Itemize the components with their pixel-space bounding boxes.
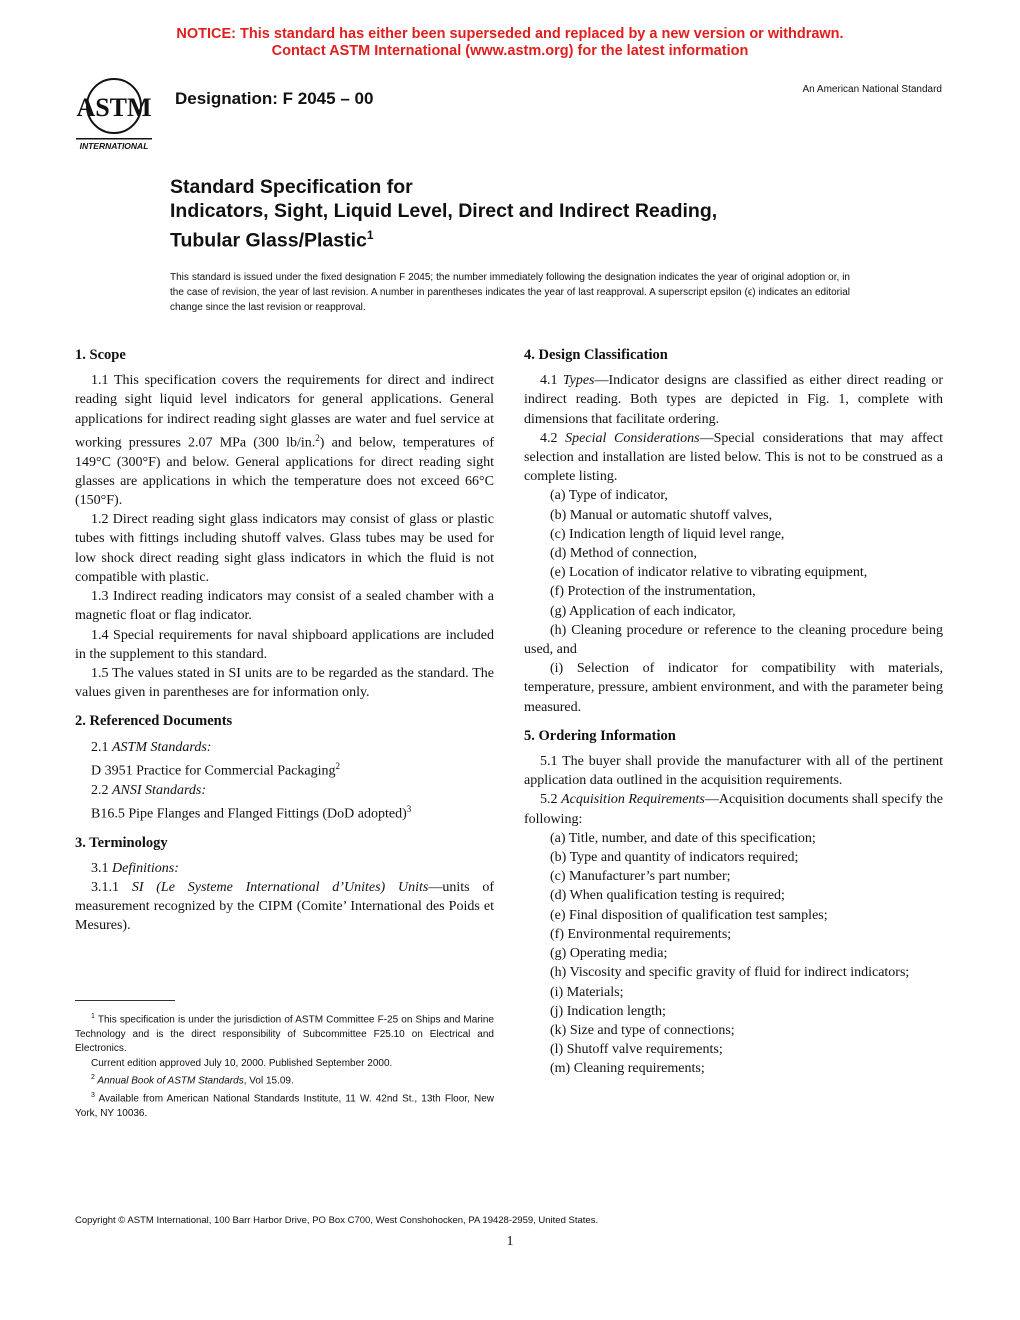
paragraph-1-5: 1.5 The values stated in SI units are to be regarded as the standard. The values given in parentheses are for information only.: [75, 665, 494, 701]
american-national-standard: An American National Standard: [802, 84, 942, 95]
title-footnote-mark: 1: [366, 228, 374, 242]
withdrawal-notice: [0, 26, 1020, 60]
list-item: (e) Location of indicator relative to vibrating equipment,: [550, 565, 868, 581]
page-number: 1: [506, 1234, 514, 1249]
list-item: (k) Size and type of connections;: [550, 1022, 735, 1038]
title-line-1: Standard Specification for: [170, 176, 413, 198]
paragraph-2-2: 2.2 ANSI Standards:: [91, 782, 206, 798]
list-item-h: (h) Cleaning procedure or reference to the cleaning procedure being used, and: [524, 622, 943, 658]
notice-line-1: NOTICE: This standard has either been superseded and replaced by a new version or withdrawn.: [176, 26, 844, 42]
section-2-heading: 2. Referenced Documents: [75, 713, 233, 730]
section-1-heading: 1. Scope: [75, 347, 126, 363]
logo-subtext: INTERNATIONAL: [79, 141, 149, 151]
paragraph-1-3: 1.3 Indirect reading indicators may consist of a sealed chamber with a magnetic float or flag indicator.: [75, 589, 494, 624]
left-column: [75, 346, 494, 936]
title-line-3-text: Tubular Glass/Plastic: [170, 229, 367, 252]
paragraph-5-2: 5.2 Acquisition Requirements—Acquisition documents shall specify the following:: [524, 792, 944, 827]
section-3-heading: 3. Terminology: [75, 834, 168, 851]
paragraph-2-1: 2.1 ASTM Standards:: [91, 739, 212, 755]
list-item: (a) Type of indicator,: [550, 488, 668, 504]
list-item: (a) Title, number, and date of this specification;: [550, 830, 816, 846]
document-title: [170, 175, 950, 253]
list-item: (g) Operating media;: [550, 946, 668, 962]
reference-b16-5: B16.5 Pipe Flanges and Flanged Fittings (DoD adopted)$^3$: [91, 803, 412, 822]
footnote-divider: [75, 1000, 175, 1001]
list-item: (c) Indication length of liquid level range,: [550, 526, 785, 542]
footnote-1: $^1$ This specification is under the jurisdiction of ASTM Committee F-25 on Ships and Marine Technology and is the direct responsibility of Subcommittee F25.10 on Electrical and Electronics.: [75, 1013, 494, 1055]
list-item: (g) Application of each indicator,: [550, 603, 736, 619]
title-line-2: Indicators, Sight, Liquid Level, Direct and Indirect Reading,: [170, 200, 718, 222]
list-item: (e) Final disposition of qualification test samples;: [550, 907, 828, 923]
paragraph-1-2: 1.2 Direct reading sight glass indicators may consist of glass or plastic tubes with fittings including shutoff valves. Glass tubes may be used for low shock direct reading sight glass indicators in which the fluid is not compatible with plastic.: [75, 512, 494, 585]
footnote-1b: Current edition approved July 10, 2000. Published September 2000.: [91, 1057, 393, 1069]
title-line-3: [170, 223, 950, 253]
list-item: (b) Type and quantity of indicators required;: [550, 850, 799, 866]
right-column: [524, 346, 943, 1079]
list-item: (j) Indication length;: [550, 1003, 666, 1019]
list-item: (d) Method of connection,: [550, 546, 697, 562]
list-item: (m) Cleaning requirements;: [550, 1061, 705, 1077]
list-item: (d) When qualification testing is required;: [550, 888, 785, 904]
logo-text: ASTM: [76, 93, 152, 122]
astm-logo: [66, 76, 162, 152]
paragraph-3-1: 3.1 Definitions:: [91, 860, 179, 876]
copyright: Copyright © ASTM International, 100 Barr Harbor Drive, PO Box C700, West Conshohocken, PA 19428-2959, United States.: [75, 1215, 599, 1226]
designation: Designation: F 2045 – 00: [175, 89, 374, 108]
list-item: (i) Materials;: [550, 984, 624, 1000]
notice-line-2: Contact ASTM International (www.astm.org) for the latest information: [271, 43, 749, 59]
paragraph-3-1-1: 3.1.1 SI (Le Systeme International d’Unites) Units—units of measurement recognized by the CIPM (Comite’ International des Poids et Mesures).: [75, 880, 495, 934]
paragraph-1-1: 1.1 This specification covers the requirements for direct and indirect reading sight liquid level indicators for general applications. General applications for indirect reading sight glasses are water and fuel service at working pressures 2.07 MPa (300 lb/in.$^2$) and below, temperatures of 149°C (300°F) and below. General applications for direct reading sight glasses are applications in which the temperature does not exceed 66°C (150°F).: [75, 373, 495, 509]
paragraph-1-4: 1.4 Special requirements for naval shipboard applications are included in the supplement to this standard.: [75, 627, 494, 662]
section-4-heading: 4. Design Classification: [524, 347, 668, 363]
reference-d3951: D 3951 Practice for Commercial Packaging$^2$: [91, 760, 341, 779]
list-item: (f) Environmental requirements;: [550, 926, 732, 942]
footnote-2: $^2$ Annual Book of ASTM Standards, Vol 15.09.: [91, 1074, 294, 1087]
paragraph-4-2: 4.2 Special Considerations—Special considerations that may affect selection and installation are listed below. This is not to be construed as a complete listing.: [524, 430, 943, 485]
issuance-statement: This standard is issued under the fixed designation F 2045; the number immediately following the designation indicates the year of original adoption or, in the case of revision, the year of last revision. A number in parentheses indicates the year of last reapproval. A superscript epsilon (ϵ) indicates an editorial change since the last revision or reapproval.: [170, 272, 850, 313]
list-item: (f) Protection of the instrumentation,: [550, 584, 756, 600]
list-item: (c) Manufacturer’s part number;: [550, 869, 731, 885]
list-item-h: (h) Viscosity and specific gravity of fluid for indirect indicators;: [550, 965, 910, 981]
footnote-3: $^3$ Available from American National Standards Institute, 11 W. 42nd St., 13th Floor, New York, NY 10036.: [75, 1092, 494, 1119]
section-5-heading: 5. Ordering Information: [524, 727, 676, 744]
list-item: (b) Manual or automatic shutoff valves,: [550, 507, 773, 523]
list-item-i: (i) Selection of indicator for compatibility with materials, temperature, pressure, ambient environment, and with the parameter being measured.: [524, 661, 943, 715]
footnotes: [75, 1010, 494, 1121]
paragraph-4-1: 4.1 Types—Indicator designs are classified as either direct reading or indirect reading. Both types are depicted in Fig. 1, complete with dimensions that facilitate ordering.: [524, 373, 943, 427]
list-item: (l) Shutoff valve requirements;: [550, 1042, 723, 1058]
paragraph-5-1: 5.1 The buyer shall provide the manufacturer with all of the pertinent application data outlined in the acquisition requirements.: [524, 754, 943, 789]
